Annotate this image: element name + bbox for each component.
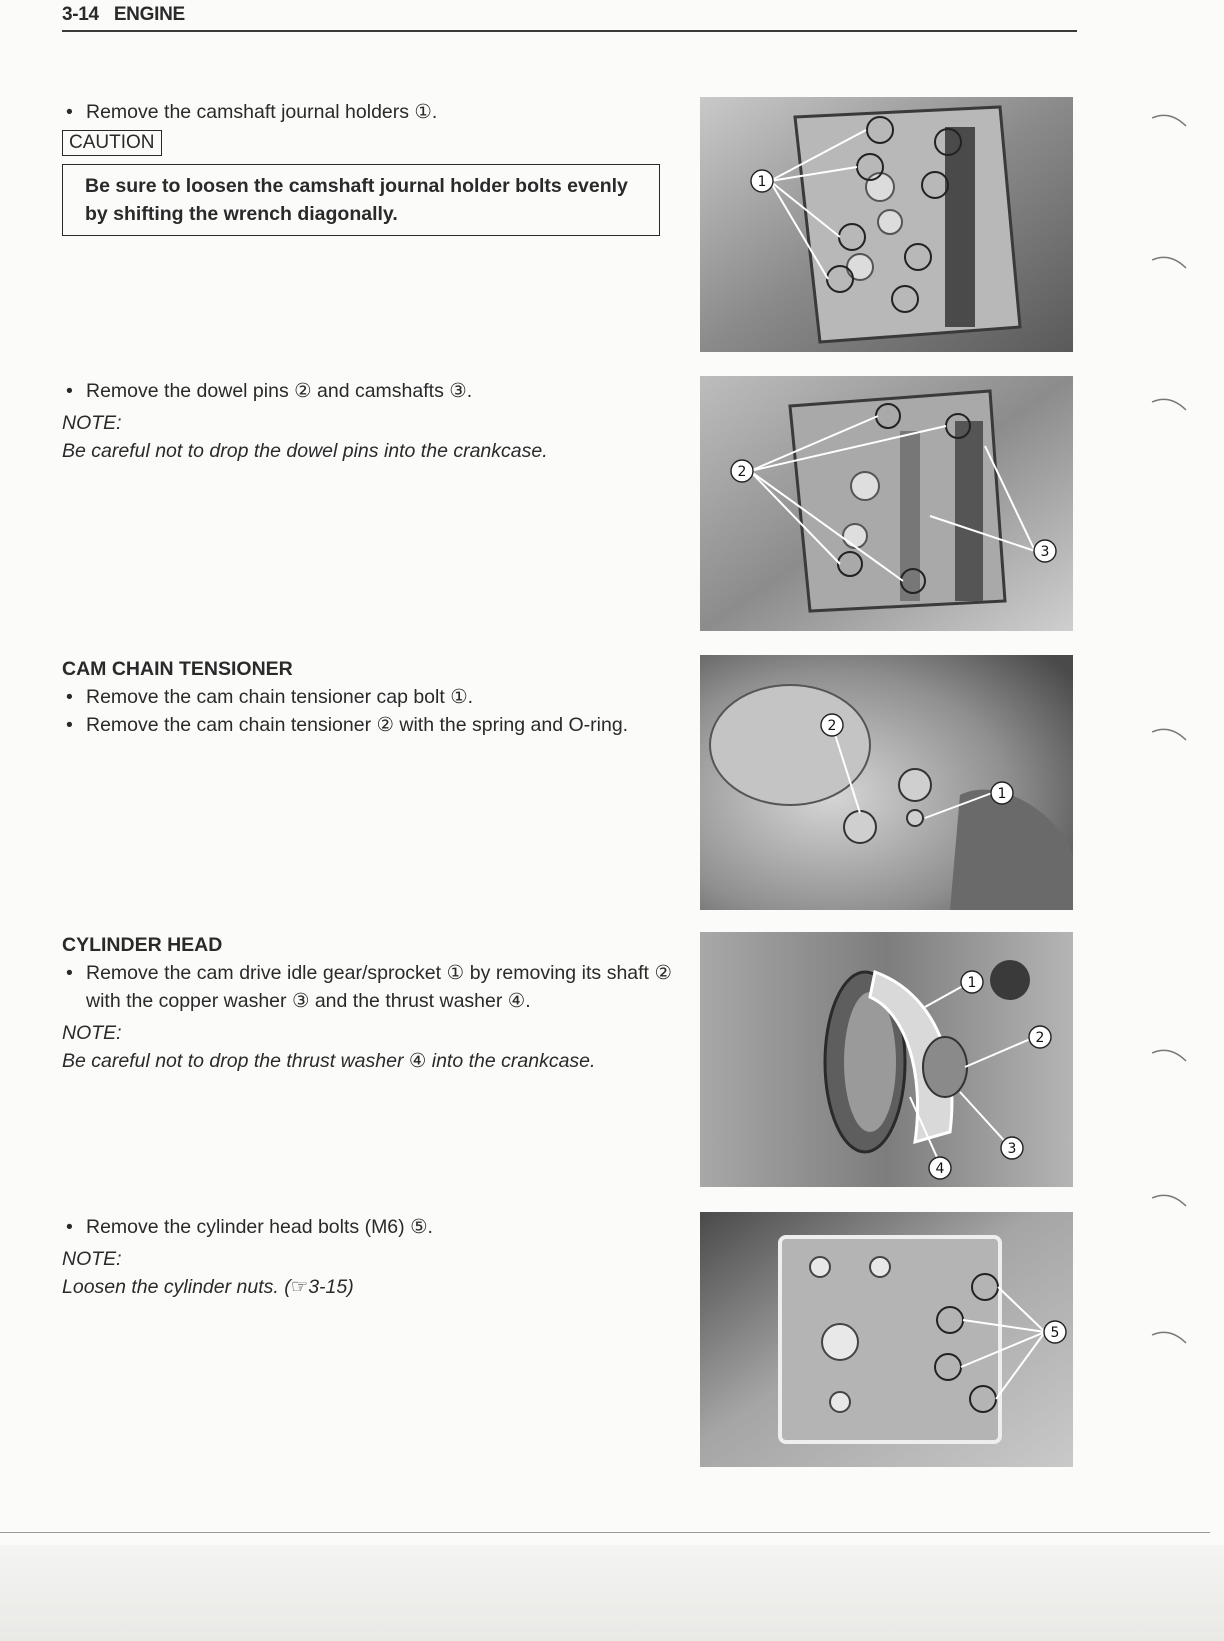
- photo-camshaft-journal-holders: [700, 97, 1073, 352]
- page-number: 3-14: [62, 4, 99, 25]
- photo-cam-drive-idle-gear: [700, 932, 1073, 1187]
- photo-dowel-pins-camshafts: [700, 376, 1073, 631]
- bullet-item: [62, 711, 672, 739]
- section-camshaft-journal-holders: [62, 98, 672, 236]
- bullet-text: Remove the cam chain tensioner ② with the spring and O-ring.: [86, 714, 629, 736]
- callout-1: 1: [757, 174, 767, 190]
- photo-cylinder-head-bolts: [700, 1212, 1073, 1467]
- callout-2: 2: [827, 718, 837, 734]
- section-heading: CYLINDER HEAD: [62, 934, 223, 956]
- margin-mark: [1150, 1043, 1190, 1063]
- footer-rule: [0, 1532, 1210, 1533]
- caution-box: [62, 164, 660, 236]
- section-cylinder-head-bolts: [62, 1213, 672, 1301]
- margin-mark: [1150, 392, 1190, 412]
- scan-margin: [0, 1545, 1224, 1641]
- note-label: NOTE:: [62, 412, 122, 434]
- callout-5: 5: [1050, 1325, 1060, 1341]
- callout-4: 4: [935, 1161, 945, 1177]
- bullet-dot: •: [66, 380, 73, 402]
- photo-cam-chain-tensioner: [700, 655, 1073, 910]
- bullet-dot: •: [66, 101, 73, 123]
- section-cylinder-head: [62, 931, 672, 1075]
- bullet-item: [62, 377, 672, 405]
- bullet-text: Remove the cylinder head bolts (M6) ⑤.: [86, 1216, 433, 1238]
- margin-mark: [1150, 1325, 1190, 1345]
- caution-text: Be sure to loosen the camshaft journal holder bolts evenly by shifting the wrench diagonally.: [85, 175, 628, 225]
- section-title: ENGINE: [113, 4, 185, 25]
- callout-3: 3: [1007, 1141, 1017, 1157]
- bullet-text: Remove the dowel pins ② and camshafts ③.: [86, 380, 473, 402]
- callout-2: 2: [737, 464, 747, 480]
- section-dowel-pins: [62, 377, 672, 465]
- margin-mark: [1150, 250, 1190, 270]
- bullet-item: [62, 959, 672, 1015]
- note-label: NOTE:: [62, 1022, 122, 1044]
- page-header: [62, 4, 185, 26]
- bullet-text: Remove the camshaft journal holders ①.: [86, 101, 438, 123]
- bullet-dot: •: [66, 686, 73, 708]
- bullet-item: [62, 98, 672, 126]
- callout-2: 2: [1035, 1030, 1045, 1046]
- bullet-text: Remove the cam chain tensioner cap bolt ①.: [86, 686, 474, 708]
- bullet-item: [62, 1213, 672, 1241]
- note-text: Be careful not to drop the thrust washer ④ into the crankcase.: [62, 1050, 596, 1072]
- callout-1: 1: [967, 975, 977, 991]
- section-cam-chain-tensioner: [62, 655, 672, 739]
- margin-mark: [1150, 1188, 1190, 1208]
- callout-1: 1: [997, 786, 1007, 802]
- note-text: Loosen the cylinder nuts. (☞3-15): [62, 1276, 354, 1298]
- header-rule: [62, 30, 1077, 32]
- margin-mark: [1150, 108, 1190, 128]
- note-text: Be careful not to drop the dowel pins into the crankcase.: [62, 440, 548, 462]
- bullet-item: [62, 683, 672, 711]
- bullet-text: Remove the cam drive idle gear/sprocket ① by removing its shaft ② with the copper washer ③ and the thrust washer ④.: [86, 962, 672, 1012]
- margin-mark: [1150, 722, 1190, 742]
- bullet-dot: •: [66, 1216, 73, 1238]
- caution-label: CAUTION: [62, 130, 162, 156]
- callout-3: 3: [1040, 544, 1050, 560]
- section-heading: CAM CHAIN TENSIONER: [62, 658, 293, 680]
- bullet-dot: •: [66, 714, 73, 736]
- bullet-dot: •: [66, 962, 73, 984]
- note-label: NOTE:: [62, 1248, 122, 1270]
